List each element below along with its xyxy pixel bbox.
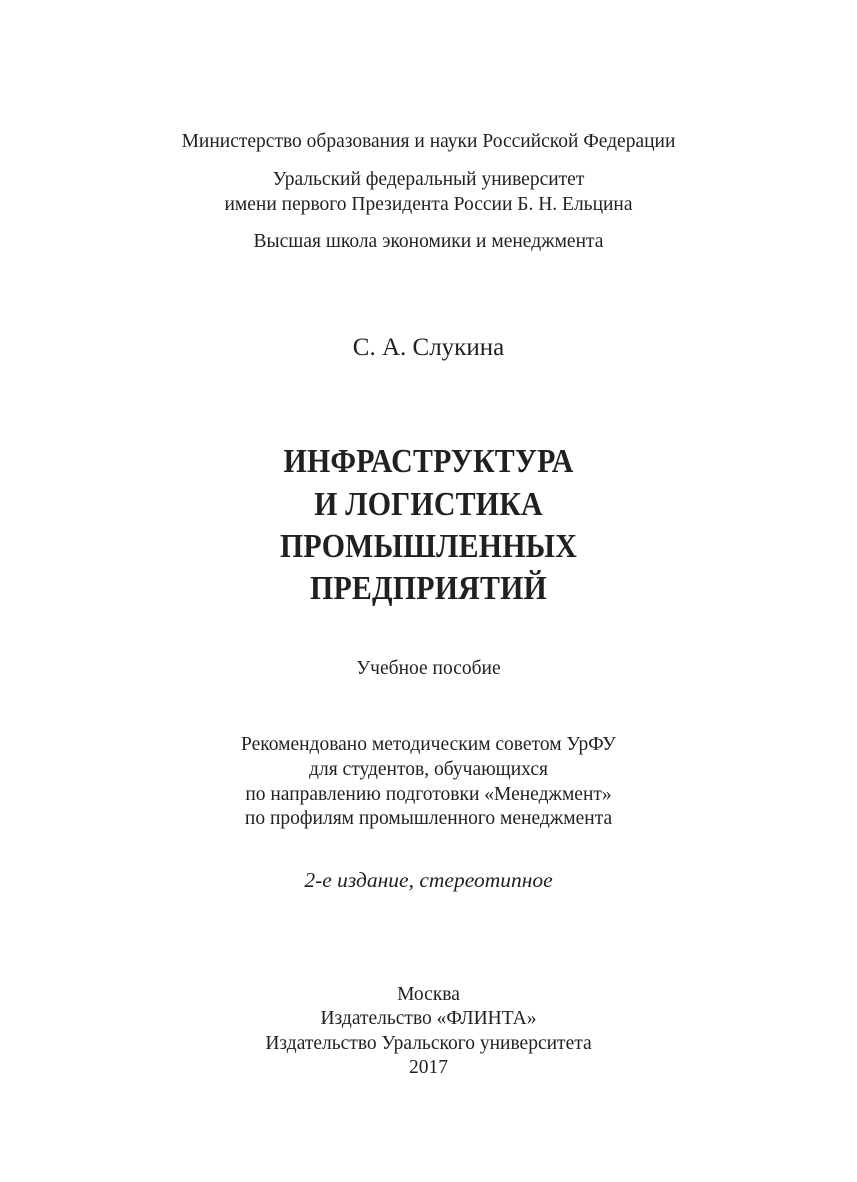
book-title-line-4: ПРЕДПРИЯТИЙ [310, 570, 547, 607]
imprint-city: Москва [397, 984, 460, 1005]
university-name-line-2: имени первого Президента России Б. Н. Ельцина [224, 194, 633, 215]
edition-note: 2-е издание, стереотипное [304, 868, 553, 892]
recommendation-line-2: для студентов, обучающихся [309, 759, 548, 780]
author-name: С. А. Слукина [352, 334, 505, 361]
book-subtitle: Учебное пособие [356, 658, 501, 679]
recommendation-line-1: Рекомендовано методическим советом УрФУ [241, 734, 616, 755]
imprint-publisher-2: Издательство Уральского университета [265, 1033, 592, 1054]
ministry-name: Министерство образования и науки Российской Федерации [181, 131, 676, 152]
school-name: Высшая школа экономики и менеджмента [253, 231, 604, 252]
recommendation-line-3: по направлению подготовки «Менеджмент» [245, 784, 612, 805]
imprint-year: 2017 [409, 1057, 448, 1078]
university-name-line-1: Уральский федеральный университет [272, 169, 585, 190]
book-title-line-1: ИНФРАСТРУКТУРА [283, 443, 574, 480]
book-title-line-2: И ЛОГИСТИКА [314, 486, 543, 523]
imprint-publisher-1: Издательство «ФЛИНТА» [320, 1008, 537, 1029]
book-title-line-3: ПРОМЫШЛЕННЫХ [279, 528, 578, 565]
recommendation-line-4: по профилям промышленного менеджмента [244, 808, 613, 829]
